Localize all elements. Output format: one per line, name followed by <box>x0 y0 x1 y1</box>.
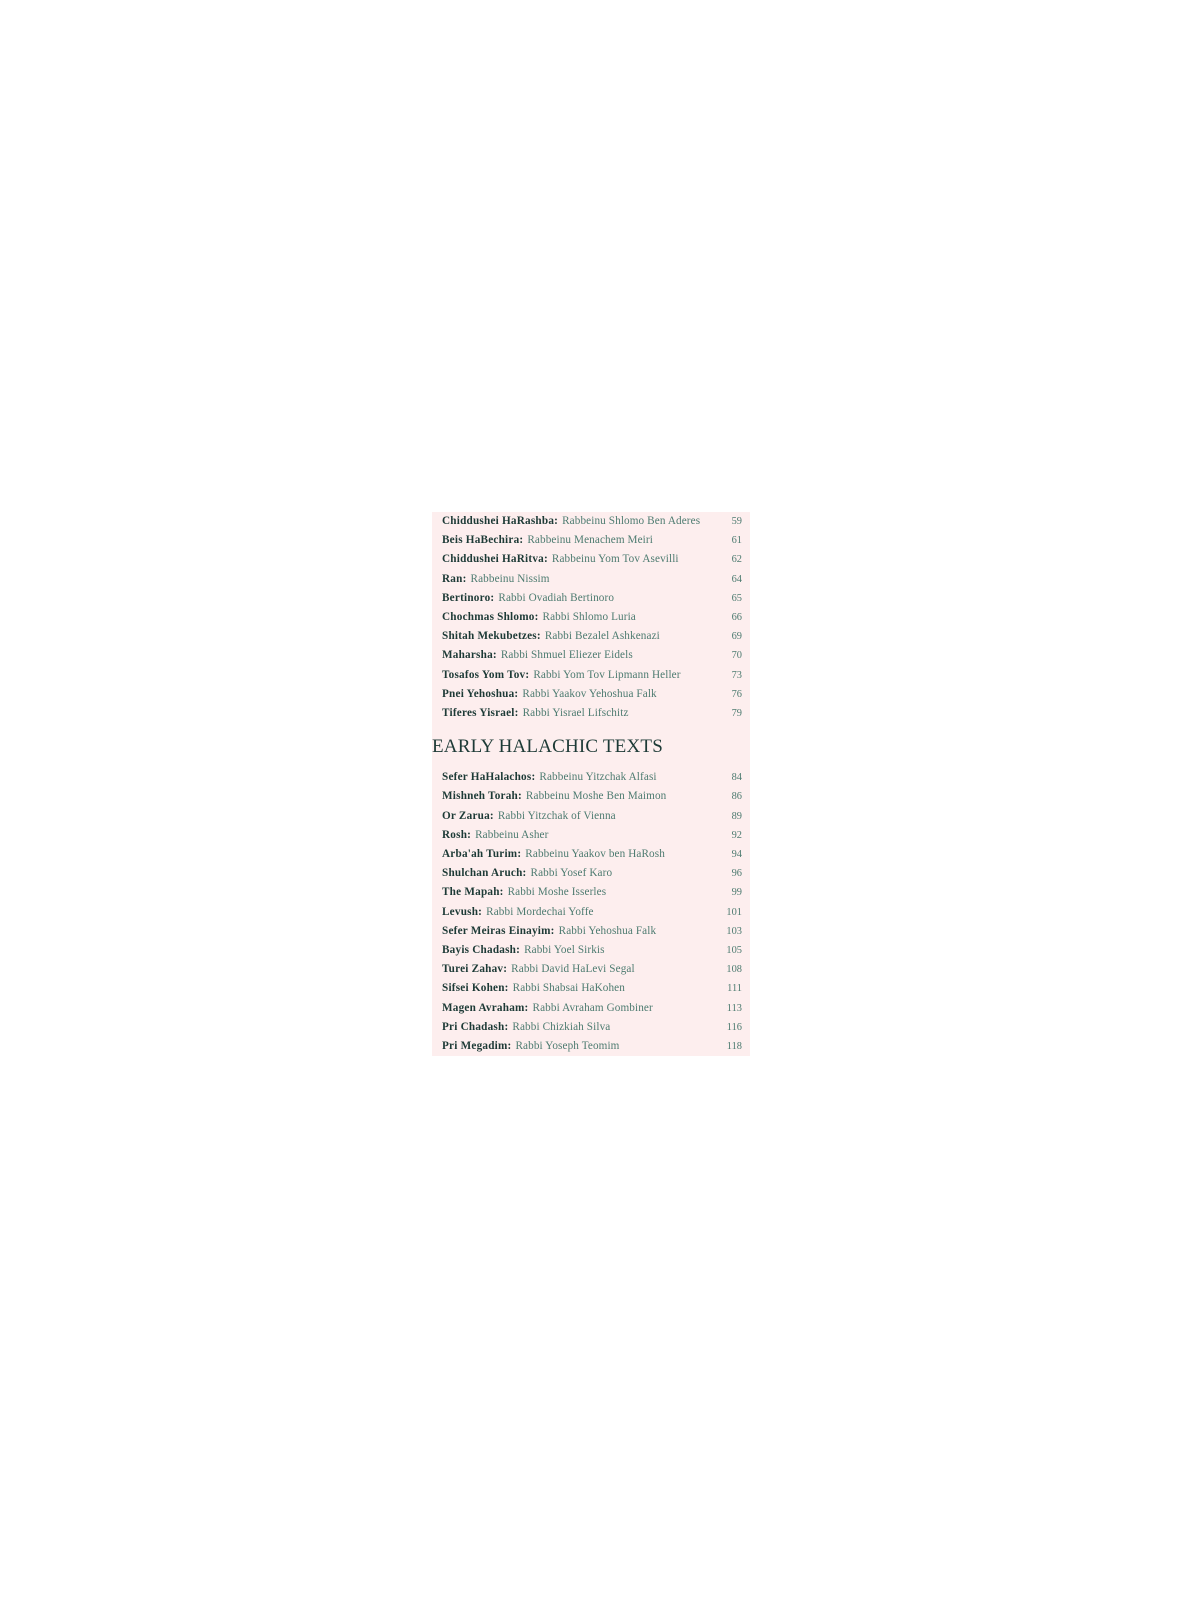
toc-entry[interactable] <box>432 627 750 646</box>
toc-entry-title: Ran: <box>442 572 467 585</box>
toc-entry-page-number: 73 <box>731 669 742 681</box>
toc-entry[interactable] <box>432 512 750 531</box>
toc-entry[interactable] <box>432 979 750 998</box>
toc-entry-author: Rabbeinu Shlomo Ben Aderes <box>562 515 701 527</box>
toc-entry-title: Turei Zahav: <box>442 963 508 976</box>
toc-entry[interactable] <box>432 807 750 826</box>
toc-entry-title: Sefer Meiras Einayim: <box>442 924 555 937</box>
toc-entry-author: Rabbi Yoel Sirkis <box>524 944 605 957</box>
toc-entry-page-number: 76 <box>731 688 742 700</box>
table-of-contents-panel <box>432 512 750 1056</box>
toc-entry-author: Rabbi Yehoshua Falk <box>558 924 657 937</box>
toc-entry-page-number: 69 <box>731 631 742 643</box>
toc-entry-list <box>432 512 750 723</box>
toc-entry-author: Rabbi Chizkiah Silva <box>512 1020 611 1033</box>
toc-entry[interactable] <box>432 550 750 569</box>
toc-entry-author: Rabbeinu Moshe Ben Maimon <box>525 790 667 803</box>
toc-entry-author: Rabbi Moshe Isserles <box>507 886 607 899</box>
toc-entry-page-number: 64 <box>731 573 742 585</box>
toc-entry-title: Chochmas Shlomo: <box>442 611 539 624</box>
toc-entry-title: Bertinoro: <box>442 591 495 604</box>
toc-entry-author: Rabbi Yom Tov Lipmann Heller <box>533 668 681 681</box>
toc-entry-title: Levush: <box>442 905 483 918</box>
toc-entry-title: Bayis Chadash: <box>442 944 521 957</box>
toc-entry-page-number: 94 <box>731 849 742 861</box>
toc-entry-author: Rabbi Ovadiah Bertinoro <box>498 591 615 604</box>
toc-entry-page-number: 79 <box>731 708 742 720</box>
toc-entry[interactable] <box>432 999 750 1018</box>
toc-entry[interactable] <box>432 589 750 608</box>
toc-entry-title: The Mapah: <box>442 886 504 899</box>
toc-entry-author: Rabbi Yisrael Lifschitz <box>522 707 629 720</box>
toc-entry-page-number: 92 <box>731 829 742 841</box>
toc-entry-title: Mishneh Torah: <box>442 790 522 803</box>
toc-entry-author: Rabbi David HaLevi Segal <box>511 963 635 976</box>
toc-entry-title: Magen Avraham: <box>442 1001 529 1014</box>
toc-entry-page-number: 59 <box>731 516 742 527</box>
toc-entry-title: Tosafos Yom Tov: <box>442 668 530 681</box>
toc-entry-page-number: 116 <box>726 1021 742 1033</box>
toc-entry-page-number: 111 <box>727 983 742 995</box>
toc-entry-title: Chiddushei HaRashba: <box>442 515 559 527</box>
toc-entry-page-number: 86 <box>731 791 742 803</box>
toc-entry[interactable] <box>432 1018 750 1037</box>
toc-entry-title: Or Zarua: <box>442 809 494 822</box>
toc-entry-author: Rabbi Shlomo Luria <box>542 611 636 624</box>
toc-entry-page-number: 103 <box>726 925 742 937</box>
toc-entry-page-number: 66 <box>731 612 742 624</box>
toc-entry-list <box>432 768 750 1056</box>
toc-entry-page-number: 62 <box>731 554 742 566</box>
toc-entry[interactable] <box>432 666 750 685</box>
toc-entry-page-number: 105 <box>726 945 742 957</box>
toc-entry[interactable] <box>432 845 750 864</box>
toc-entry-title: Pri Megadim: <box>442 1040 512 1053</box>
toc-entry-author: Rabbeinu Yom Tov Asevilli <box>551 553 679 566</box>
toc-entry[interactable] <box>432 704 750 723</box>
toc-entry-page-number: 89 <box>731 810 742 822</box>
toc-entry-page-number: 84 <box>731 772 742 784</box>
toc-entry-title: Sifsei Kohen: <box>442 982 509 995</box>
toc-entry-author: Rabbeinu Yitzchak Alfasi <box>539 771 657 784</box>
toc-entry-title: Shitah Mekubetzes: <box>442 630 541 643</box>
toc-entry-author: Rabbeinu Nissim <box>470 572 550 585</box>
toc-entry[interactable] <box>432 646 750 665</box>
toc-entry-author: Rabbi Yosef Karo <box>530 867 613 880</box>
toc-entry-page-number: 108 <box>726 964 742 976</box>
toc-entry-author: Rabbi Yitzchak of Vienna <box>497 809 616 822</box>
toc-entry[interactable] <box>432 787 750 806</box>
toc-entry-page-number: 96 <box>731 868 742 880</box>
toc-entry-title: Chiddushei HaRitva: <box>442 553 548 566</box>
toc-entry[interactable] <box>432 903 750 922</box>
toc-entry-page-number: 61 <box>731 535 742 547</box>
toc-entry-title: Arba'ah Turim: <box>442 848 522 861</box>
toc-entry-page-number: 101 <box>726 906 742 918</box>
toc-entry[interactable] <box>432 864 750 883</box>
toc-entry-author: Rabbeinu Yaakov ben HaRosh <box>525 848 665 861</box>
toc-entry-page-number: 118 <box>726 1041 742 1053</box>
toc-entry-page-number: 113 <box>726 1002 742 1014</box>
toc-entry[interactable] <box>432 608 750 627</box>
toc-entry-title: Shulchan Aruch: <box>442 867 527 880</box>
toc-entry-title: Maharsha: <box>442 649 497 662</box>
toc-entry-page-number: 65 <box>731 592 742 604</box>
toc-entry-title: Beis HaBechira: <box>442 534 524 547</box>
toc-entry[interactable] <box>432 531 750 550</box>
toc-entry-title: Rosh: <box>442 828 472 841</box>
toc-entry-author: Rabbeinu Menachem Meiri <box>527 534 653 547</box>
toc-entry[interactable] <box>432 768 750 787</box>
toc-entry[interactable] <box>432 960 750 979</box>
toc-entry-title: Pri Chadash: <box>442 1020 509 1033</box>
toc-entry-author: Rabbi Yaakov Yehoshua Falk <box>522 687 657 700</box>
toc-entry-title: Tiferes Yisrael: <box>442 707 519 720</box>
toc-entry-author: Rabbi Yoseph Teomim <box>515 1040 620 1053</box>
toc-entry-author: Rabbi Bezalel Ashkenazi <box>544 630 660 643</box>
toc-entry-author: Rabbeinu Asher <box>475 828 549 841</box>
toc-entry-author: Rabbi Shabsai HaKohen <box>512 982 625 995</box>
toc-entry[interactable] <box>432 1037 750 1056</box>
toc-entry-author: Rabbi Shmuel Eliezer Eidels <box>500 649 633 662</box>
toc-entry-title: Pnei Yehoshua: <box>442 687 519 700</box>
section-heading: EARLY HALACHIC TEXTS <box>432 736 663 758</box>
toc-entry-author: Rabbi Mordechai Yoffe <box>486 905 594 918</box>
toc-entry[interactable] <box>432 922 750 941</box>
toc-entry[interactable] <box>432 883 750 902</box>
toc-entry[interactable] <box>432 941 750 960</box>
toc-entry-author: Rabbi Avraham Gombiner <box>532 1001 653 1014</box>
toc-entry[interactable] <box>432 570 750 589</box>
toc-entry-page-number: 99 <box>731 887 742 899</box>
toc-content <box>432 512 750 1056</box>
toc-entry-page-number: 70 <box>731 650 742 662</box>
toc-entry[interactable] <box>432 685 750 704</box>
toc-entry[interactable] <box>432 826 750 845</box>
toc-entry-title: Sefer HaHalachos: <box>442 771 536 784</box>
